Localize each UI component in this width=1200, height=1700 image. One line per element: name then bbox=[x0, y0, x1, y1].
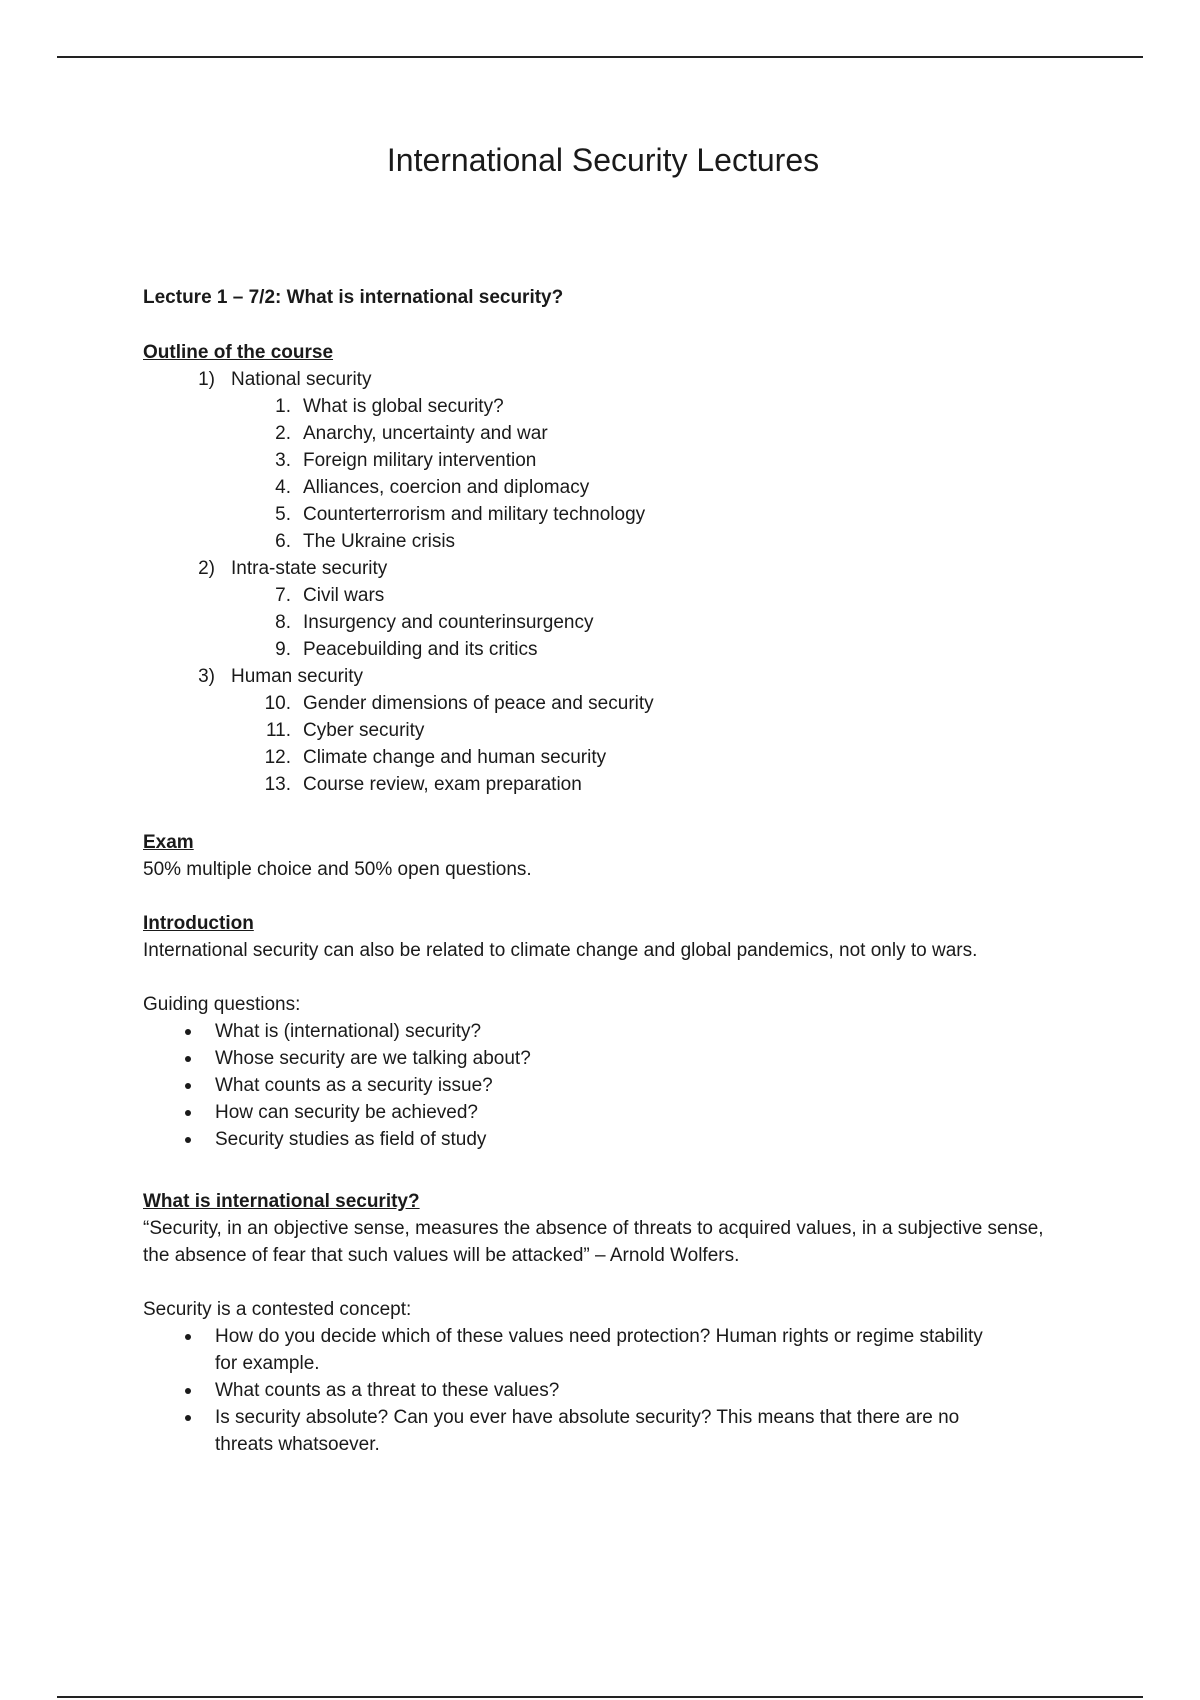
lecture-heading: Lecture 1 – 7/2: What is international security? bbox=[143, 287, 564, 308]
exam-heading: Exam bbox=[143, 832, 194, 853]
contested-points-list bbox=[143, 1323, 1063, 1458]
outline-topic bbox=[143, 609, 1063, 636]
guiding-question: What counts as a security issue? bbox=[143, 1072, 1063, 1099]
exam-text: 50% multiple choice and 50% open questions. bbox=[143, 859, 532, 880]
outline-topic-label: Civil wars bbox=[303, 585, 385, 606]
outline-topic-label: Foreign military intervention bbox=[303, 450, 537, 471]
exam-section bbox=[143, 829, 1063, 883]
outline-topic bbox=[143, 717, 1063, 744]
outline-part bbox=[143, 663, 1063, 690]
outline-part bbox=[143, 555, 1063, 582]
outline-topic bbox=[143, 501, 1063, 528]
outline-topic bbox=[143, 582, 1063, 609]
contested-point: How do you decide which of these values need protection? Human rights or regime stability for example. bbox=[143, 1323, 1063, 1377]
outline-heading: Outline of the course bbox=[143, 342, 334, 363]
bottom-rule bbox=[57, 1696, 1143, 1698]
outline-topic-number: 5. bbox=[275, 504, 291, 525]
outline-topic bbox=[143, 636, 1063, 663]
outline-topic-number: 2. bbox=[275, 423, 291, 444]
bullet-icon bbox=[185, 1388, 191, 1394]
outline-topic bbox=[143, 447, 1063, 474]
outline-part-label: Intra-state security bbox=[231, 558, 388, 579]
outline-part-number: 1) bbox=[198, 369, 215, 390]
outline-topic-label: Cyber security bbox=[303, 720, 425, 741]
top-rule bbox=[57, 56, 1143, 58]
contested-label: Security is a contested concept: bbox=[143, 1299, 412, 1320]
bullet-icon bbox=[185, 1083, 191, 1089]
bullet-icon bbox=[185, 1334, 191, 1340]
bullet-icon bbox=[185, 1415, 191, 1421]
outline-part-label: Human security bbox=[231, 666, 363, 687]
outline-topic bbox=[143, 690, 1063, 717]
outline-topic-label: The Ukraine crisis bbox=[303, 531, 456, 552]
guiding-question: Security studies as field of study bbox=[143, 1126, 1063, 1153]
outline-topic bbox=[143, 528, 1063, 555]
bullet-icon bbox=[185, 1029, 191, 1035]
introduction-section bbox=[143, 910, 1063, 1153]
introduction-text: International security can also be related to climate change and global pandemics, not only to wars. bbox=[143, 940, 978, 961]
outline-topic-number: 8. bbox=[275, 612, 291, 633]
outline-topic-label: Alliances, coercion and diplomacy bbox=[303, 477, 590, 498]
outline-topic-label: Peacebuilding and its critics bbox=[303, 639, 538, 660]
guiding-question: Whose security are we talking about? bbox=[143, 1045, 1063, 1072]
outline-topic-number: 1. bbox=[275, 396, 291, 417]
outline-topic bbox=[143, 771, 1063, 798]
bullet-icon bbox=[185, 1137, 191, 1143]
outline-part-number: 3) bbox=[198, 666, 215, 687]
document-title: International Security Lectures bbox=[386, 142, 820, 178]
outline-topic-number: 3. bbox=[275, 450, 291, 471]
guiding-questions-list bbox=[143, 1018, 1063, 1153]
outline-topic-number: 6. bbox=[275, 531, 291, 552]
bullet-icon bbox=[185, 1110, 191, 1116]
bullet-icon bbox=[185, 1056, 191, 1062]
outline-topic-label: Anarchy, uncertainty and war bbox=[303, 423, 548, 444]
outline-topic-label: Insurgency and counterinsurgency bbox=[303, 612, 594, 633]
what-is-section bbox=[143, 1188, 1063, 1458]
outline-topic-number: 9. bbox=[275, 639, 291, 660]
outline-part-number: 2) bbox=[198, 558, 215, 579]
outline-topic-label: Course review, exam preparation bbox=[303, 774, 582, 795]
outline-topic-label: Climate change and human security bbox=[303, 747, 607, 768]
outline-part-label: National security bbox=[231, 369, 372, 390]
outline-topic-number: 4. bbox=[275, 477, 291, 498]
guiding-question: What is (international) security? bbox=[143, 1018, 1063, 1045]
outline-topic-number: 12. bbox=[264, 747, 291, 768]
guiding-questions-label: Guiding questions: bbox=[143, 994, 301, 1015]
outline-topic bbox=[143, 420, 1063, 447]
contested-point: What counts as a threat to these values? bbox=[143, 1377, 1063, 1404]
outline-topic-label: Counterterrorism and military technology bbox=[303, 504, 646, 525]
introduction-heading: Introduction bbox=[143, 913, 254, 934]
wolfers-quote: “Security, in an objective sense, measures the absence of threats to acquired values, in a subjective sense, the absence of fear that such values will be attacked” – Arnold Wolfers. bbox=[143, 1218, 1044, 1266]
outline-topic bbox=[143, 393, 1063, 420]
outline-topic bbox=[143, 744, 1063, 771]
outline-part bbox=[143, 366, 1063, 393]
outline-topic-number: 13. bbox=[264, 774, 291, 795]
outline-topic-number: 10. bbox=[264, 693, 291, 714]
outline-topic-number: 7. bbox=[275, 585, 291, 606]
what-is-heading: What is international security? bbox=[143, 1191, 420, 1212]
outline-topic-label: What is global security? bbox=[303, 396, 504, 417]
outline-topic-label: Gender dimensions of peace and security bbox=[303, 693, 654, 714]
outline-topic bbox=[143, 474, 1063, 501]
outline-list bbox=[143, 366, 1063, 798]
contested-point: Is security absolute? Can you ever have absolute security? This means that there are no threats whatsoever. bbox=[143, 1404, 1063, 1458]
guiding-question: How can security be achieved? bbox=[143, 1099, 1063, 1126]
outline-topic-number: 11. bbox=[265, 720, 291, 741]
outline-section bbox=[143, 339, 1063, 798]
